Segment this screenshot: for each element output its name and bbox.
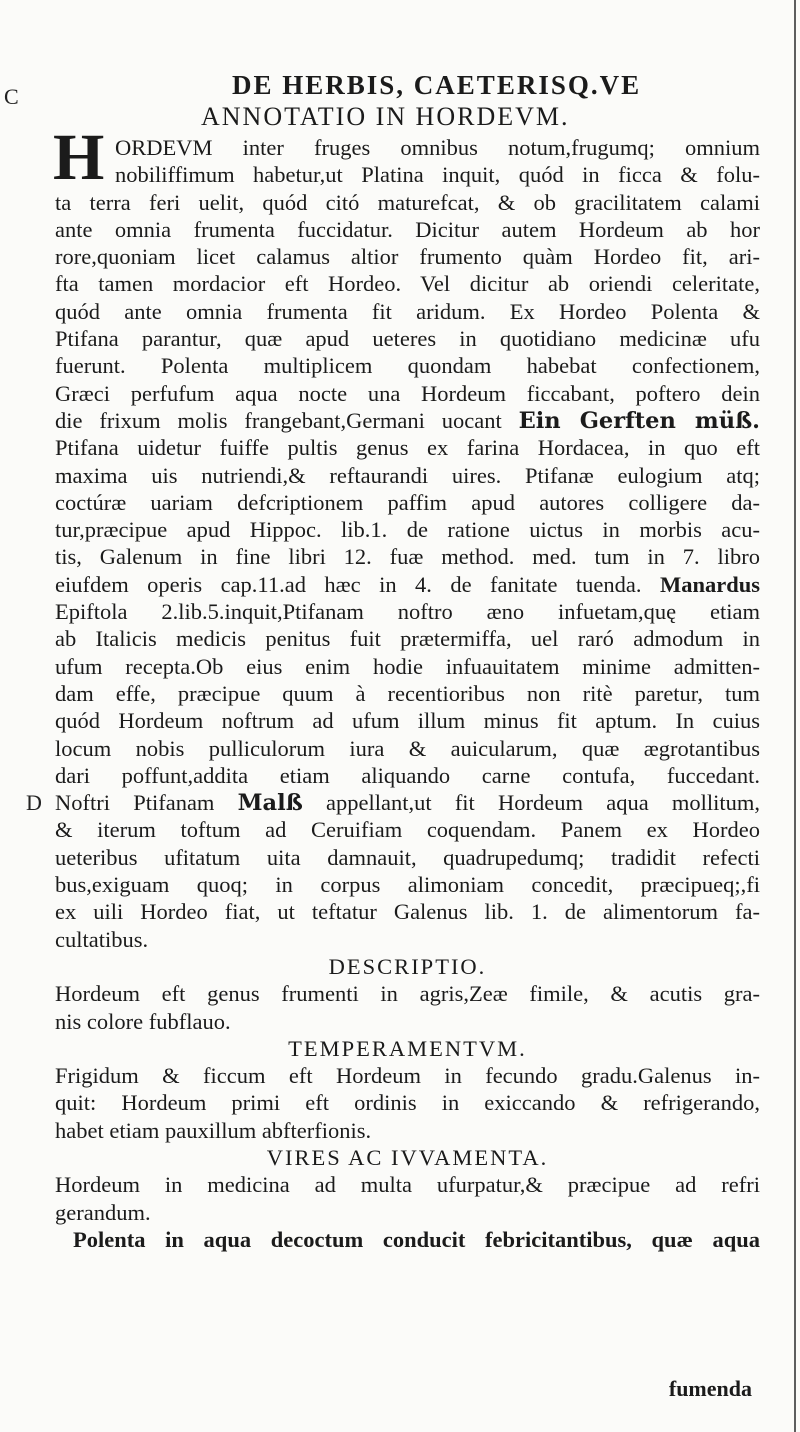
- text-line: dari poffunt,addita etiam aliquando carne contufa, fuccedant.: [55, 762, 760, 788]
- text-line: & iterum toftum ad Ceruifiam coquendam. Panem ex Hordeo: [55, 817, 760, 843]
- text-line: ex uili Hordeo fiat, ut teftatur Galenus lib. 1. de alimentorum fa-: [55, 899, 760, 925]
- section-title: ANNOTATIO IN HORDEVM.: [201, 102, 570, 131]
- heading-temperamentum: TEMPERAMENTVM.: [288, 1035, 527, 1061]
- text-line: quit: Hordeum primi eft ordinis in exiccando & refrigerando,: [55, 1090, 760, 1116]
- text-line: locum nobis pulliculorum iura & auicularum, quæ ægrotantibus: [55, 735, 760, 761]
- text-line: fta tamen mordacior eft Hordeo. Vel dicitur ab oriendi celeritate,: [55, 271, 760, 297]
- text-line: ufum recepta.Ob eius enim hodie infuauitatem minime admitten-: [55, 653, 760, 679]
- text-line: rore,quoniam licet calamus altior frumento quàm Hordeo fit, ari-: [55, 244, 760, 270]
- author-name: Manardus: [659, 571, 761, 597]
- text-line: ta terra feri uelit, quód citó maturefcat, & ob gracilitatem calami: [55, 189, 760, 215]
- body-text: [55, 134, 760, 1253]
- margin-letter-c: C: [4, 84, 19, 109]
- text-line-with-german: [55, 789, 760, 816]
- text-line: bus,exiguam quoq; in corpus alimoniam concedit, præcipueq;,fi: [55, 872, 760, 898]
- text-line: Ptifana parantur, quæ apud ueteres in quotidiano medicinæ ufu: [55, 326, 760, 352]
- text-line: ab Italicis medicis penitus fuit prætermiffa, uel raró admodum in: [55, 626, 760, 652]
- text-line-with-german: [55, 407, 760, 434]
- text-line: Ptifana uidetur fuiffe pultis genus ex farina Hordacea, in quo eft: [55, 435, 760, 461]
- text-line: tis, Galenum in fine libri 12. fuæ method. med. tum in 7. libro: [55, 544, 760, 570]
- catchword: fumenda: [668, 1376, 752, 1401]
- text-line: maxima uis nutriendi,& reftaurandi uires. Ptifanæ eulogium atq;: [55, 462, 760, 488]
- text-segment: Noftri Ptifanam: [55, 790, 215, 816]
- text-line: quód ante omnia frumenta fit aridum. Ex Hordeo Polenta &: [55, 298, 760, 324]
- margin-letter-d: D: [26, 790, 42, 815]
- running-head: DE HERBIS, CAETERISQ.VE: [232, 70, 642, 100]
- german-term: Malß: [237, 790, 303, 817]
- text-line: nobiliffimum habetur,ut Platina inquit, quód in ficca & folu-: [115, 162, 760, 188]
- text-segment: eiufdem operis cap.11.ad hæc in 4. de fanitate tuenda.: [55, 571, 642, 597]
- text-line: ante omnia frumenta fuccidatur. Dicitur autem Hordeum ab hor: [55, 216, 760, 242]
- text-line: cultatibus.: [55, 926, 149, 952]
- text-line: ueteribus ufitatum uita damnauit, quadrupedumq; tradidit refecti: [55, 844, 760, 870]
- heading-vires: VIRES AC IVVAMENTA.: [266, 1144, 549, 1170]
- text-line: fuerunt. Polenta multiplicem quondam habebat confectionem,: [55, 353, 760, 379]
- text-line: nis colore fubflauo.: [55, 1008, 231, 1034]
- text-line: quód Hordeum noftrum ad ufum illum minus fit aptum. In cuius: [55, 708, 760, 734]
- text-line-bold: Polenta in aqua decoctum conducit febricitantibus, quæ aqua: [73, 1226, 760, 1252]
- text-segment: die frixum molis frangebant,Germani uocant: [55, 407, 502, 433]
- page-edge-rule: [794, 0, 796, 1432]
- text-line: Hordeum in medicina ad multa ufurpatur,& præcipue ad refri: [55, 1172, 760, 1198]
- drop-cap: H: [53, 121, 105, 194]
- text-line: Græci perfufum aqua nocte una Hordeum ficcabant, poftero dein: [55, 380, 760, 406]
- german-term: Ein Gerften müß.: [518, 407, 761, 434]
- text-line: coctúræ uariam defcriptionem paffim apud autores colligere da-: [55, 489, 760, 515]
- text-line: habet etiam pauxillum abfterfionis.: [55, 1117, 372, 1143]
- text-segment: appellant,ut fit Hordeum aqua mollitum,: [326, 790, 761, 816]
- text-line: gerandum.: [55, 1199, 151, 1225]
- text-line: ORDEVM inter fruges omnibus notum,frugumq; omnium: [115, 135, 760, 160]
- text-line-with-name: [55, 571, 760, 598]
- text-line: tur,præcipue apud Hippoc. lib.1. de ratione uictus in morbis acu-: [55, 517, 760, 543]
- text-line: Frigidum & ficcum eft Hordeum in fecundo gradu.Galenus in-: [55, 1063, 760, 1089]
- text-line: Epiftola 2.lib.5.inquit,Ptifanam noftro æno infuetam,quę etiam: [55, 599, 760, 625]
- heading-descriptio: DESCRIPTIO.: [328, 953, 487, 979]
- text-line: dam effe, præcipue quum à recentioribus non ritè paretur, tum: [55, 680, 760, 706]
- text-line: Hordeum eft genus frumenti in agris,Zeæ fimile, & acutis gra-: [55, 981, 760, 1007]
